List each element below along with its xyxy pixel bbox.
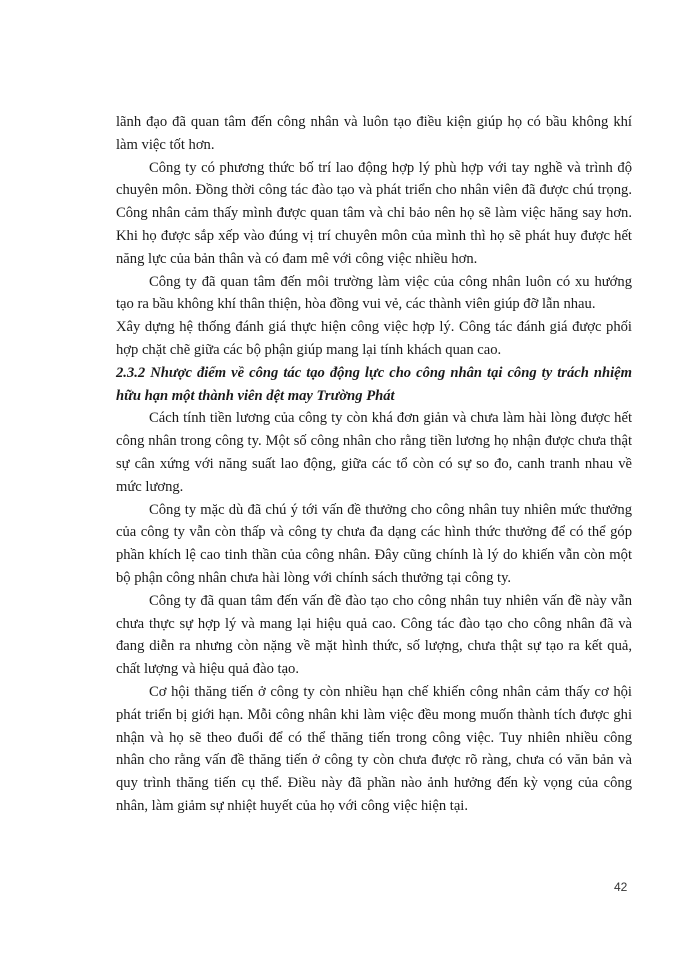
paragraph-leadership-continuation: lãnh đạo đã quan tâm đến công nhân và luôn tạo điều kiện giúp họ có bầu không khí làm việc tốt hơn. (116, 114, 632, 153)
paragraph-evaluation-system: Xây dựng hệ thống đánh giá thực hiện công việc hợp lý. Công tác đánh giá được phối hợp chặt chẽ giữa các bộ phận giúp mang lại tính khách quan cao. (116, 319, 632, 358)
section-heading-2-3-2: 2.3.2 Nhược điểm về công tác tạo động lực cho công nhân tại công ty trách nhiệm hữu hạn một thành viên dệt may Trường Phát (116, 364, 632, 404)
paragraph-labor-arrangement: Công ty có phương thức bố trí lao động hợp lý phù hợp với tay nghề và trình độ chuyên môn. Đồng thời công tác đào tạo và phát triển cho nhân viên đã được chú trọng. Công nhân cảm thấy mình được quan tâm và chỉ bảo nên họ sẽ làm việc hăng say hơn. Khi họ được sắp xếp vào đúng vị trí chuyên môn của mình thì họ sẽ phát huy được hết năng lực của bản thân và có đam mê với công việc nhiều hơn. (116, 159, 632, 267)
paragraph-salary: Cách tính tiền lương của công ty còn khá đơn giản và chưa làm hài lòng được hết công nhân trong công ty. Một số công nhân cho rằng tiền lương họ nhận được chưa thật sự cân xứng với năng suất lao động, giữa các tổ còn có sự so đo, canh tranh nhau về mức lương. (116, 410, 632, 495)
paragraph-bonus: Công ty mặc dù đã chú ý tới vấn đề thưởng cho công nhân tuy nhiên mức thưởng của công ty vẫn còn thấp và công ty chưa đa dạng các hình thức thưởng để có thể góp phần khích lệ cao tinh thần của công nhân. Đây cũng chính là lý do khiến vẫn còn một bộ phận công nhân chưa hài lòng với chính sách thưởng tại công ty. (116, 501, 632, 586)
paragraph-work-environment: Công ty đã quan tâm đến môi trường làm việc của công nhân luôn có xu hướng tạo ra bầu không khí thân thiện, hòa đồng vui vẻ, các thành viên giúp đỡ lẫn nhau. (116, 273, 632, 313)
paragraph-training: Công ty đã quan tâm đến vấn đề đào tạo cho công nhân tuy nhiên vấn đề này vẫn chưa thực sự hợp lý và mang lại hiệu quả cao. Công tác đào tạo cho công nhân đã và đang diễn ra nhưng còn nặng về mặt hình thức, số lượng, chưa thật sự tạo ra kết quả, chất lượng và hiệu quả đào tạo. (116, 592, 632, 678)
page-number: 42 (614, 880, 628, 894)
paragraph-promotion: Cơ hội thăng tiến ở công ty còn nhiều hạn chế khiến công nhân cảm thấy cơ hội phát triển bị giới hạn. Mỗi công nhân khi làm việc đều mong muốn thành tích được ghi nhận và họ sẽ theo đuổi để có thể thăng tiến trong công việc. Tuy nhiên nhiều công nhân cho rằng vấn đề thăng tiến ở công ty còn chưa được rõ ràng, chưa có văn bản và quy trình thăng tiến cụ thể. Điều này đã phần nào ảnh hưởng đến kỳ vọng của công nhân, làm giảm sự nhiệt huyết của họ với công việc hiện tại. (116, 683, 632, 814)
document-body (116, 111, 632, 818)
